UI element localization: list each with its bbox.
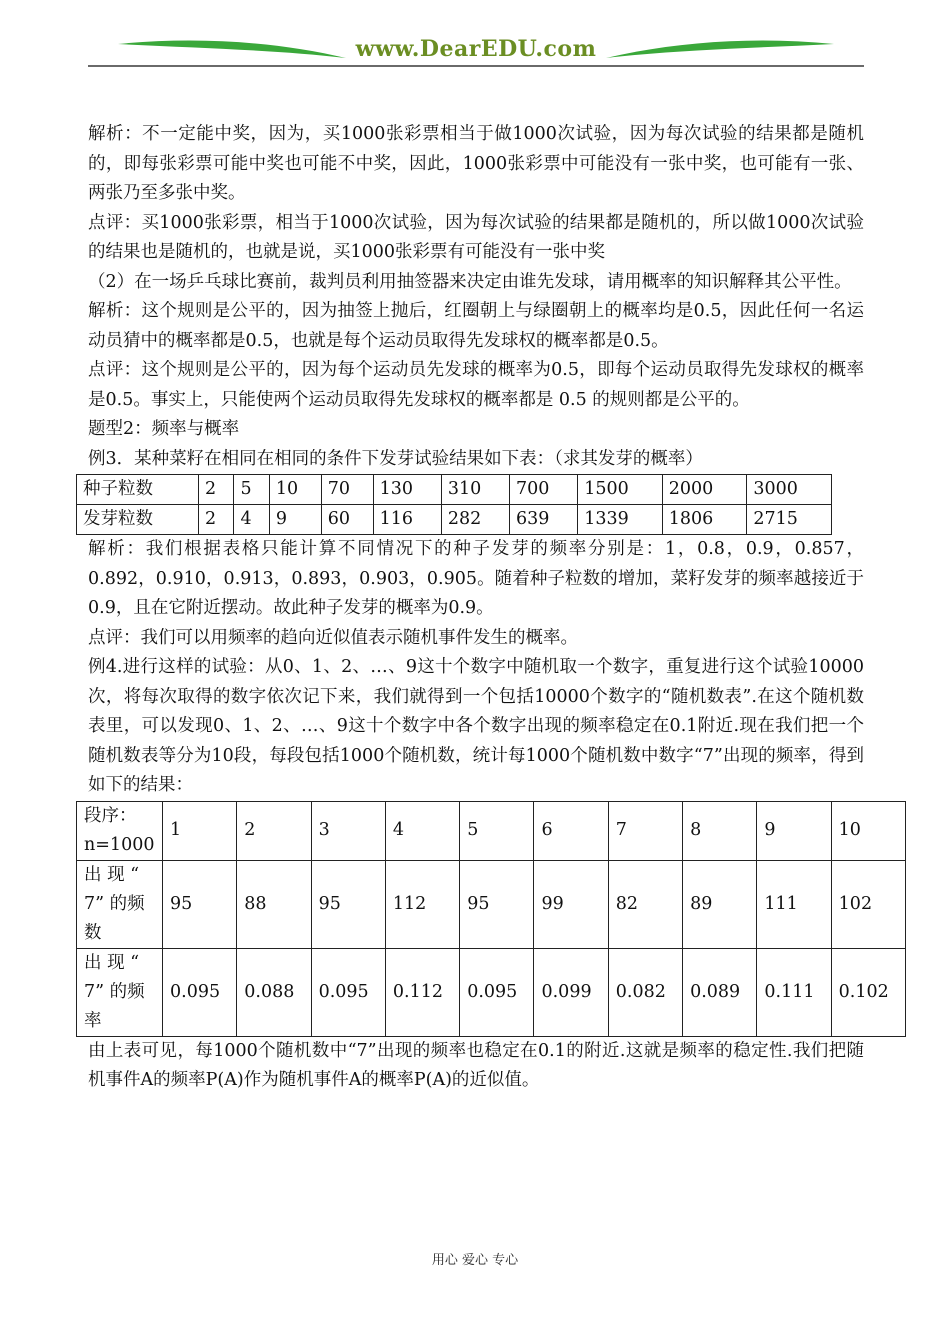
table-cell: 0.095 xyxy=(311,948,385,1036)
table-cell: 5 xyxy=(460,801,534,860)
table-cell: 99 xyxy=(534,860,608,948)
table-cell: 0.082 xyxy=(608,948,682,1036)
paragraph: 解析：这个规则是公平的，因为抽签上抛后，红圈朝上与绿圈朝上的概率均是0.5，因此任何一名运动员猜中的概率都是0.5，也就是每个运动员取得先发球权的概率都是0.5。 xyxy=(88,301,864,351)
table-cell: 82 xyxy=(608,860,682,948)
table-cell: 2 xyxy=(237,801,311,860)
table-cell: 3 xyxy=(311,801,385,860)
table-cell: 102 xyxy=(831,860,905,948)
table-cell: 6 xyxy=(534,801,608,860)
table-cell: 0.111 xyxy=(757,948,831,1036)
table-cell: 130 xyxy=(373,475,441,505)
table-cell: 112 xyxy=(385,860,459,948)
table-cell: 639 xyxy=(510,505,578,535)
table-cell: 5 xyxy=(234,475,269,505)
paragraph: 点评：我们可以用频率的趋向近似值表示随机事件发生的概率。 xyxy=(88,627,578,648)
table-cell: 0.088 xyxy=(237,948,311,1036)
table-cell: 4 xyxy=(385,801,459,860)
site-logo-text: www.DearEDU.com xyxy=(355,36,597,62)
table-cell: 1339 xyxy=(578,505,663,535)
digit-seven-frequency-table xyxy=(76,801,906,1037)
paragraph: 点评：这个规则是公平的，因为每个运动员先发球的概率为0.5，即每个运动员取得先发球权的概率是0.5。事实上，只能使两个运动员取得先发球权的概率都是 0.5 的规则都是公平的。 xyxy=(88,360,864,410)
table-cell: 88 xyxy=(237,860,311,948)
paragraph: 解析：我们根据表格只能计算不同情况下的种子发芽的频率分别是：1，0.8，0.9，0.857，0.892，0.910，0.913，0.893，0.903，0.905。随着种子粒数的增加，菜籽发芽的频率越接近于0.9，且在它附近摆动。故此种子发芽的概率为0.9。 xyxy=(88,539,864,618)
page-footer: 用心 爱心 专心 xyxy=(431,1253,519,1268)
table-cell: 3000 xyxy=(747,475,832,505)
document-body xyxy=(83,120,889,1096)
table-cell: 2000 xyxy=(662,475,747,505)
table-cell: 60 xyxy=(321,505,373,535)
table-cell: 0.099 xyxy=(534,948,608,1036)
section-heading: 题型2：频率与概率 xyxy=(88,419,240,439)
example-4-text: 例4.进行这样的试验：从0、1、2、…、9这十个数字中随机取一个数字，重复进行这个试验10000次，将每次取得的数字依次记下来，我们就得到一个包括10000个数字的“随机数表”.在这个随机数表里，可以发现0、1、2、…、9这十个数字中各个数字出现的频率稳定在0.1附近.现在我们把一个随机数表等分为10段，每段包括1000个随机数，统计每1000个随机数中数字“7”出现的频率，得到如下的结果： xyxy=(88,657,864,795)
table-cell: 95 xyxy=(163,860,237,948)
table-row xyxy=(77,801,906,860)
row-header-cell: 段序：n=1000 xyxy=(77,801,163,860)
table-cell: 0.102 xyxy=(831,948,905,1036)
table-cell: 7 xyxy=(608,801,682,860)
table-cell: 1 xyxy=(163,801,237,860)
table-cell: 116 xyxy=(373,505,441,535)
paragraph: 解析：不一定能中奖，因为，买1000张彩票相当于做1000次试验，因为每次试验的结果都是随机的，即每张彩票可能中奖也可能不中奖，因此，1000张彩票中可能没有一张中奖，也可能有一张、两张乃至多张中奖。 xyxy=(88,124,864,203)
table-cell: 95 xyxy=(460,860,534,948)
table-row xyxy=(77,475,832,505)
table-cell: 1806 xyxy=(662,505,747,535)
table-cell: 0.089 xyxy=(683,948,757,1036)
table-cell: 10 xyxy=(831,801,905,860)
row-header-cell: 出 现 “ 7” 的频率 xyxy=(77,948,163,1036)
table-cell: 9 xyxy=(757,801,831,860)
table-cell: 111 xyxy=(757,860,831,948)
table-cell: 70 xyxy=(321,475,373,505)
table-row xyxy=(77,505,832,535)
table-cell: 89 xyxy=(683,860,757,948)
table-row xyxy=(77,860,906,948)
table-cell: 1500 xyxy=(578,475,663,505)
table-cell: 4 xyxy=(234,505,269,535)
table-row xyxy=(77,948,906,1036)
table-cell: 2 xyxy=(198,475,233,505)
table-cell: 10 xyxy=(269,475,321,505)
table-cell: 0.095 xyxy=(163,948,237,1036)
page-header xyxy=(88,22,864,72)
table-cell: 9 xyxy=(269,505,321,535)
paragraph: 由上表可见，每1000个随机数中“7”出现的频率也稳定在0.1的附近.这就是频率的稳定性.我们把随机事件A的频率P(A)作为随机事件A的概率P(A)的近似值。 xyxy=(88,1040,864,1090)
example-3-text: 例3．某种菜籽在相同在相同的条件下发芽试验结果如下表：（求其发芽的概率） xyxy=(88,448,703,469)
table-cell: 310 xyxy=(441,475,509,505)
paragraph: （2）在一场乒乓球比赛前，裁判员利用抽签器来决定由谁先发球，请用概率的知识解释其公平性。 xyxy=(88,271,852,292)
table-cell: 700 xyxy=(510,475,578,505)
table-cell: 282 xyxy=(441,505,509,535)
table-cell: 0.095 xyxy=(460,948,534,1036)
seed-germination-table xyxy=(76,474,832,535)
table-cell: 0.112 xyxy=(385,948,459,1036)
paragraph: 点评：买1000张彩票，相当于1000次试验，因为每次试验的结果都是随机的，所以做1000次试验的结果也是随机的，也就是说，买1000张彩票有可能没有一张中奖 xyxy=(88,212,864,262)
table-cell: 95 xyxy=(311,860,385,948)
table-cell: 2715 xyxy=(747,505,832,535)
row-header-cell: 出 现 “ 7” 的频数 xyxy=(77,860,163,948)
table-cell: 发芽粒数 xyxy=(77,505,199,535)
table-cell: 种子粒数 xyxy=(77,475,199,505)
table-cell: 2 xyxy=(198,505,233,535)
table-cell: 8 xyxy=(683,801,757,860)
